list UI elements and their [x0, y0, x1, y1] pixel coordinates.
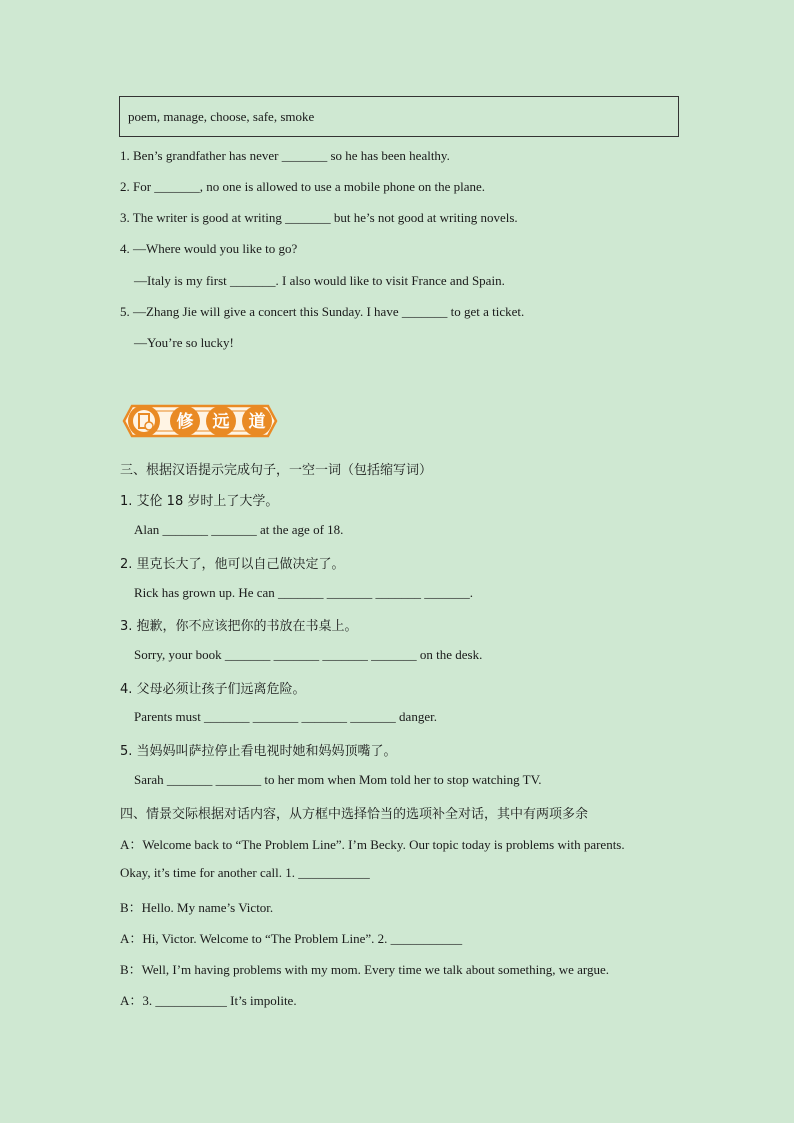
- part3-item-1-chinese: 1. 艾伦 18 岁时上了大学。: [120, 494, 279, 509]
- dialogue-line-4: A：Hi, Victor. Welcome to “The Problem Line”. 2. ___________: [120, 931, 463, 946]
- part3-item-4-english: Parents must _______ _______ _______ _______ danger.: [134, 709, 437, 724]
- part2-item-5-answer: —You’re so lucky!: [134, 335, 234, 350]
- part3-item-2-chinese: 2. 里克长大了，他可以自己做决定了。: [120, 557, 345, 572]
- part2-item-1: 1. Ben’s grandfather has never _______ so he has been healthy.: [120, 148, 450, 163]
- part2-item-2: 2. For _______, no one is allowed to use a mobile phone on the plane.: [120, 179, 486, 194]
- part3-item-5-chinese: 5. 当妈妈叫萨拉停止看电视时她和妈妈顶嘴了。: [120, 744, 397, 759]
- dialogue-line-3: B：Hello. My name’s Victor.: [120, 900, 274, 915]
- section-banner-icon: [120, 398, 280, 444]
- word-box-text: poem, manage, choose, safe, smoke: [128, 109, 315, 124]
- part4-title: 四、情景交际根据对话内容，从方框中选择恰当的选项补全对话，其中有两项多余: [120, 807, 589, 822]
- part2-item-5-question: 5. —Zhang Jie will give a concert this Sunday. I have _______ to get a ticket.: [120, 304, 525, 319]
- dialogue-line-1: A：Welcome back to “The Problem Line”. I’m Becky. Our topic today is problems with parents.: [120, 837, 625, 852]
- part2-item-3: 3. The writer is good at writing _______ but he’s not good at writing novels.: [120, 210, 518, 225]
- banner-char-2: 远: [212, 412, 230, 432]
- banner-char-3: 道: [248, 412, 266, 432]
- part3-title: 三、根据汉语提示完成句子，一空一词（包括缩写词）: [120, 463, 433, 478]
- dialogue-line-6: A：3. ___________ It’s impolite.: [120, 993, 297, 1008]
- dialogue-line-5: B：Well, I’m having problems with my mom. Every time we talk about something, we argue.: [120, 962, 610, 977]
- banner-char-1: 修: [176, 412, 194, 432]
- part3-item-1-english: Alan _______ _______ at the age of 18.: [134, 522, 344, 537]
- word-box: [119, 96, 679, 137]
- part3-item-2-english: Rick has grown up. He can _______ _______ _______ _______.: [134, 585, 474, 600]
- dialogue-line-2: Okay, it’s time for another call. 1. ___________: [120, 865, 370, 880]
- part2-item-4-answer: —Italy is my first _______. I also would like to visit France and Spain.: [134, 273, 505, 288]
- part2-item-4-question: 4. —Where would you like to go?: [120, 241, 298, 256]
- part3-item-3-chinese: 3. 抱歉，你不应该把你的书放在书桌上。: [120, 619, 358, 634]
- part3-item-4-chinese: 4. 父母必须让孩子们远离危险。: [120, 682, 306, 697]
- part3-item-3-english: Sorry, your book _______ _______ _______ _______ on the desk.: [134, 647, 483, 662]
- part3-item-5-english: Sarah _______ _______ to her mom when Mom told her to stop watching TV.: [134, 772, 542, 787]
